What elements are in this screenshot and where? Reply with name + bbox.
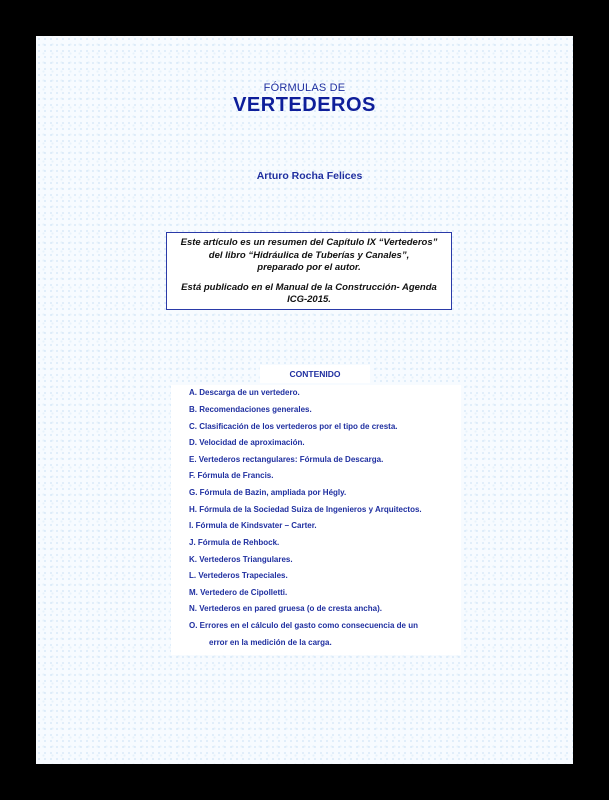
toc-item: G. Fórmula de Bazin, ampliada por Hégly. [189, 488, 347, 497]
author-name: Arturo Rocha Felices [256, 170, 363, 182]
toc-item: N. Vertederos en pared gruesa (o de cresta ancha). [189, 604, 382, 613]
toc-item: E. Vertederos rectangulares: Fórmula de Descarga. [189, 455, 384, 464]
abstract-line: del libro “Hidráulica de Tuberías y Canales”, [208, 249, 410, 261]
abstract-line: Está publicado en el Manual de la Construcción- Agenda [181, 281, 437, 293]
toc-item: B. Recomendaciones generales. [189, 405, 312, 414]
table-of-contents [171, 385, 461, 655]
toc-item: H. Fórmula de la Sociedad Suiza de Ingenieros y Arquitectos. [189, 505, 422, 514]
contents-heading: CONTENIDO [260, 365, 370, 383]
toc-item: O. Errores en el cálculo del gasto como consecuencia de un [189, 621, 418, 630]
document-title: VERTEDEROS [233, 94, 376, 116]
toc-item: M. Vertedero de Cipolletti. [189, 588, 288, 597]
pretitle: FÓRMULAS DE [263, 82, 346, 94]
document-page [36, 36, 573, 764]
abstract-line: ICG-2015. [287, 294, 331, 305]
abstract-paragraph-2 [173, 282, 445, 307]
abstract-line: preparado por el autor. [257, 262, 361, 273]
toc-item: F. Fórmula de Francis. [189, 471, 274, 480]
toc-item: L. Vertederos Trapeciales. [189, 571, 288, 580]
abstract-paragraph-1 [173, 237, 445, 275]
toc-item: J. Fórmula de Rehbock. [189, 538, 280, 547]
abstract-line: Este artículo es un resumen del Capítulo IX “Vertederos” [180, 237, 438, 248]
toc-item: C. Clasificación de los vertederos por el tipo de cresta. [189, 422, 398, 431]
abstract-box [166, 232, 452, 310]
toc-item: D. Velocidad de aproximación. [189, 438, 305, 447]
toc-item: I. Fórmula de Kindsvater – Carter. [189, 521, 317, 530]
toc-item-continuation: error en la medición de la carga. [209, 638, 332, 647]
toc-item: A. Descarga de un vertedero. [189, 388, 300, 397]
toc-item: K. Vertederos Triangulares. [189, 555, 293, 564]
